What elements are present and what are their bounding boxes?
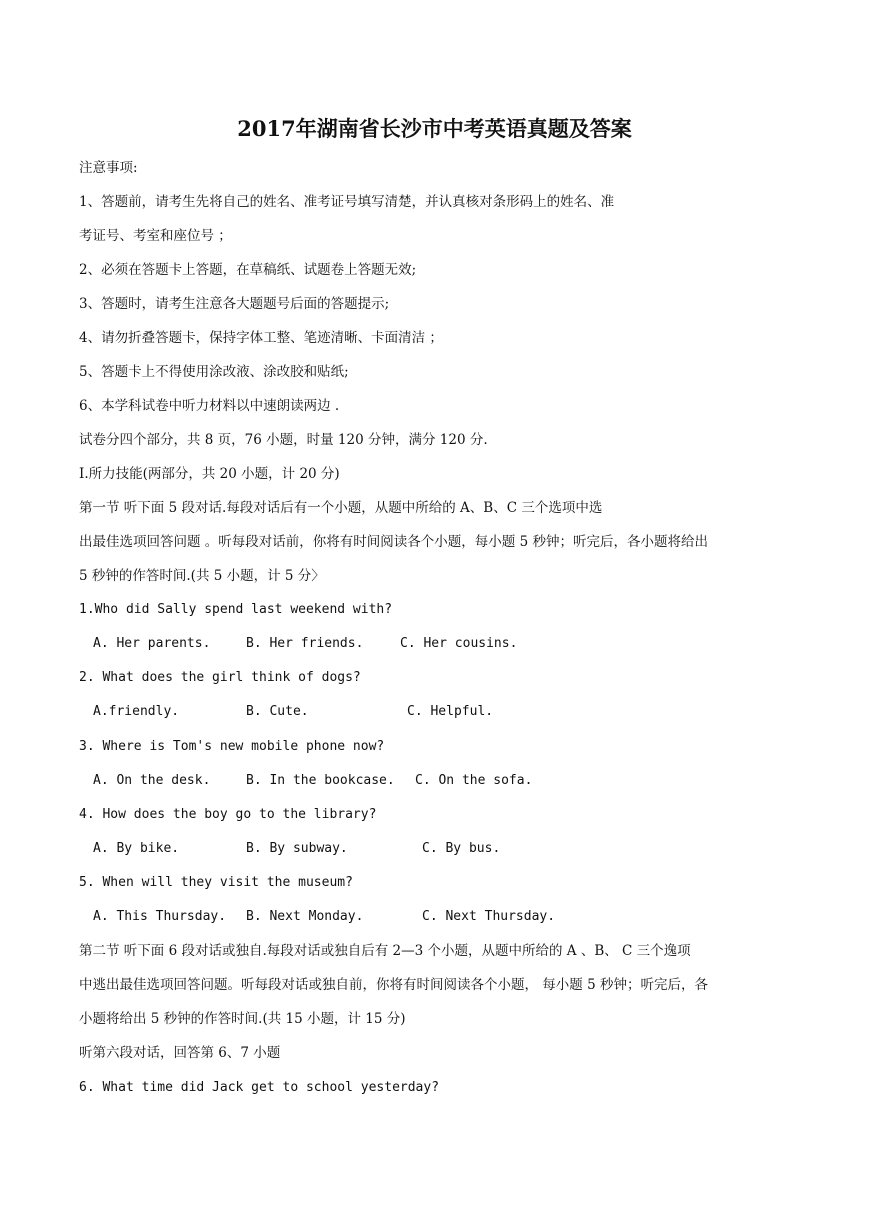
question-3-option-c: C. On the sofa. <box>415 773 533 788</box>
question-1-stem: 1.Who did Sally spend last weekend with? <box>79 602 393 617</box>
question-1-option-c: C. Her cousins. <box>400 636 518 651</box>
section1-instructions-line-2: 出最佳选项回答问题 。听每段对话前，你将有时间阅读各个小题，每小题 5 秒钟；听完后，各小题将给出 <box>79 534 708 550</box>
question-5-option-b: B. Next Monday. <box>246 909 364 924</box>
question-6-stem: 6. What time did Jack get to school yesterday? <box>79 1080 440 1095</box>
question-1-option-a: A. Her parents. <box>93 636 211 651</box>
question-2-option-b: B. Cute. <box>246 704 309 719</box>
notice-line-6: 5、答题卡上不得使用涂改液、涂改胶和贴纸; <box>79 364 349 380</box>
notice-line-3: 2、必须在答题卡上答题，在草稿纸、试题卷上答题无效; <box>79 262 417 278</box>
question-5-option-a: A. This Thursday. <box>93 909 227 924</box>
question-5-stem: 5. When will they visit the museum? <box>79 875 353 890</box>
section2-instructions-line-1: 第二节 听下面 6 段对话或独自.每段对话或独自后有 2—3 个小题，从题中所给的 A 、B、 C 三个逸项 <box>79 943 691 959</box>
question-4-stem: 4. How does the boy go to the library? <box>79 807 377 822</box>
notice-line-7: 6、本学科试卷中听力材料以中速朗读两边 . <box>79 398 340 414</box>
notice-line-1: 1、答题前，请考生先将自己的姓名、准考证号填写清楚，并认真核对条形码上的姓名、准 <box>79 194 615 210</box>
section2-instructions-line-2: 中逃出最佳选项回答问题。听每段对话或独自前，你将有时间阅读各个小题， 每小题 5 秒钟；听完后，各 <box>79 977 708 993</box>
section1-instructions-line-1: 第一节 听下面 5 段对话.每段对话后有一个小题，从题中所给的 A、B、C 三个选项中选 <box>79 500 603 516</box>
question-5-option-c: C. Next Thursday. <box>422 909 556 924</box>
part1-heading: Ⅰ.所力技能(两部分，共 20 小题，计 20 分) <box>79 466 340 482</box>
question-3-option-a: A. On the desk. <box>93 773 211 788</box>
section2-instructions-line-3: 小题将给出 5 秒钟的作答时间.(共 15 小题，计 15 分) <box>79 1011 406 1027</box>
question-4-option-c: C. By bus. <box>422 841 501 856</box>
document-title: 2017年湖南省长沙市中考英语真题及答案 <box>237 116 632 141</box>
section1-instructions-line-3: 5 秒钟的作答时间.(共 5 小题，计 5 分〉 <box>79 568 325 584</box>
notice-line-5: 4、请勿折叠答题卡，保持字体工整、笔迹清晰、卡面清洁 ； <box>79 330 443 346</box>
question-4-option-a: A. By bike. <box>93 841 180 856</box>
question-2-option-c: C. Helpful. <box>407 704 494 719</box>
notice-line-4: 3、答题时，请考生注意各大题题号后面的答题提示; <box>79 296 390 312</box>
dialogue-6-heading: 听第六段对话，回答第 6、7 小题 <box>79 1045 281 1061</box>
question-4-option-b: B. By subway. <box>246 841 348 856</box>
question-3-stem: 3. Where is Tom's new mobile phone now? <box>79 739 385 754</box>
question-1-option-b: B. Her friends. <box>246 636 364 651</box>
notice-line-2: 考证号、考室和座位号 ； <box>79 228 232 244</box>
question-3-option-b: B. In the bookcase. <box>246 773 395 788</box>
exam-info: 试卷分四个部分，共 8 页，76 小题，时量 120 分钟，满分 120 分. <box>79 432 488 448</box>
notice-heading: 注意事项: <box>79 160 138 176</box>
question-2-option-a: A.friendly. <box>93 704 180 719</box>
question-2-stem: 2. What does the girl think of dogs? <box>79 670 361 685</box>
